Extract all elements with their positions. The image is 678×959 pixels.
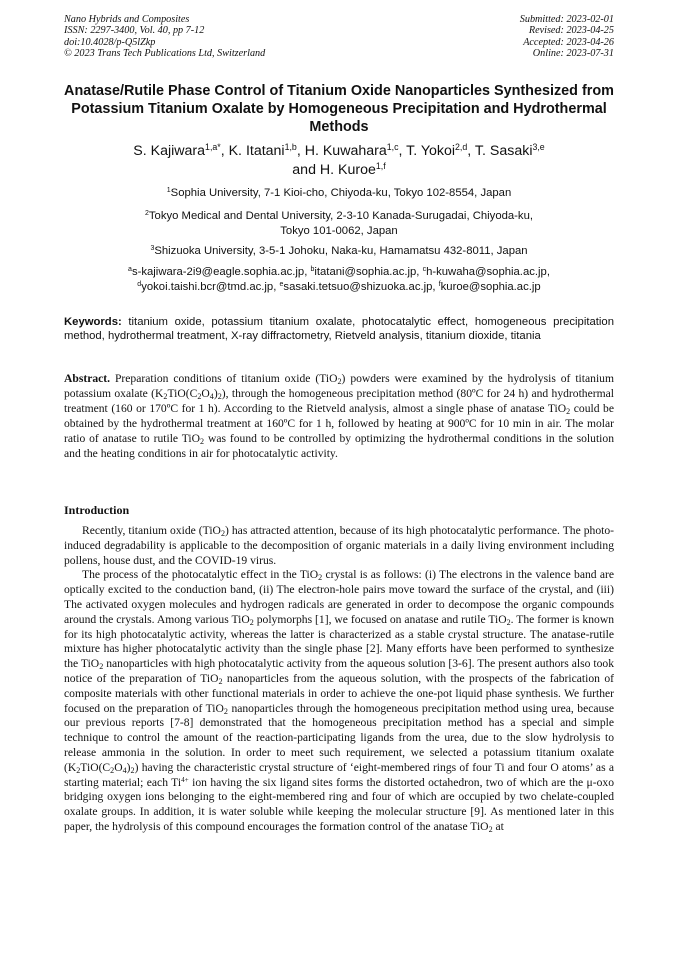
subscript: 2 — [200, 437, 205, 447]
paragraph-text: . The former is known for its high photocatalytic activity, whereas the latter is characterized as a stable crystal structure. The anatase-rutile mixture has higher photocatalytic activity than the single phase [2]. Many efforts have been performed to synthesize the TiO — [64, 612, 614, 671]
revised-date: Revised: 2023-04-25 — [528, 25, 614, 37]
paragraph-text: ) having the characteristic crystal structure of ‘eight-membered rings of four Ti and four O atoms’ as a starting material; each Ti — [64, 760, 614, 789]
doi: doi:10.4028/p-Q5lZkp — [64, 36, 156, 48]
abstract-text: Preparation conditions of titanium oxide (TiO — [114, 372, 338, 385]
author-affiliation-mark: 1,f — [375, 161, 386, 172]
email-mark: d — [137, 281, 142, 289]
introduction-heading: Introduction — [64, 503, 130, 517]
abstract-text: ) — [213, 387, 218, 400]
journal-name: Nano Hybrids and Composites — [64, 14, 190, 25]
email-link[interactable]: kuroe@sophia.ac.jp — [440, 281, 541, 293]
subscript: 2 — [249, 617, 254, 627]
issn-volume: ISSN: 2297-3400, Vol. 40, pp 7-12 — [64, 25, 205, 37]
affiliation-number: 3 — [150, 245, 155, 253]
author-affiliation-mark: 2,d — [455, 142, 468, 153]
journal-info — [64, 14, 265, 60]
author: and H. Kuroe — [292, 162, 376, 178]
email-list: $^a$s-kajiwara-2i9@eagle.sophia.ac.jp, $^b$itatani@sophia.ac.jp, $^c$h-kuwaha@sophia.ac.jp, $^d$yokoi.taishi.bcr@tmd.ac.jp, $^e$sasaki.tetsuo@shizuoka.ac.jp, $^f$kuroe@sophia.ac.jp — [128, 266, 550, 293]
email-mark: b — [310, 266, 315, 274]
subscript: 4 — [209, 392, 214, 402]
paragraph-text: nanoparticles with high photocatalytic activity from the aqueous solution [3-6]. The present authors also took notice of the preparation of TiO — [64, 657, 614, 685]
affiliation-number: 2 — [145, 210, 149, 218]
abstract-label: Abstract. — [64, 372, 111, 385]
publication-dates — [520, 14, 614, 60]
subscript: 2 — [506, 617, 511, 627]
author-separator: , — [220, 143, 229, 159]
subscript: 2 — [566, 407, 571, 417]
email-link[interactable]: s-kajiwara-2i9@eagle.sophia.ac.jp — [131, 266, 305, 278]
subscript: 2 — [220, 529, 225, 539]
paper-title: Anatase/Rutile Phase Control of Titanium Oxide Nanoparticles Synthesized from Potassium Titanium Oxalate by Homogeneous Precipitation and Hydrothermal Methods — [64, 83, 614, 136]
subscript: 2 — [218, 676, 223, 686]
paragraph-text: crystal is as follows: (i) The electrons in the valence band are optically excited to the conduction band, (ii) The electron-hole pairs move toward the surface of the crystal, and (iii) The activated oxygen molecules and hydrogen radicals are generated in order to decompose the organic compounds around the crystals. Among various TiO — [64, 568, 615, 626]
affiliation-3 — [60, 244, 618, 259]
affiliation-text: Sophia University, 7-1 Kioi-cho, Chiyoda-ku, Tokyo 102-8554, Japan — [170, 187, 512, 199]
online-date: Online: 2023-07-31 — [532, 48, 614, 60]
paragraph-text: The process of the photocatalytic effect in the TiO — [82, 568, 319, 582]
subscript: 2 — [223, 706, 228, 716]
paragraph — [64, 568, 614, 834]
email-mark: c — [422, 266, 427, 274]
affiliation-text: Shizuoka University, 3-5-1 Johoku, Naka-ku, Hamamatsu 432-8011, Japan — [154, 245, 528, 257]
affiliation-number: 1 — [166, 187, 171, 195]
introduction-body — [64, 524, 614, 835]
paragraph — [64, 524, 614, 568]
author-affiliation-mark: 1,c — [386, 142, 399, 153]
email-mark: f — [438, 281, 441, 289]
keywords-label: Keywords: — [64, 316, 122, 328]
paragraph-text: ion having the six ligand sites forms the distorted octahedron, two of which are the μ-oxo bridging oxygen ions belonging to the eight-membered ring and four of which are occupied by two chelate-coupled oxalate groups. In addition, it is water soluble while keeping the molecular structure [9]. As mentioned later in this paper, the hydrolysis of this compound encourages the formation control of the anatase TiO — [64, 775, 614, 833]
author-list — [48, 142, 630, 180]
paragraph-text: nanoparticles from the aqueous solution, with the prospects of the fabrication of composite materials with other functional materials in order to achieve the one-pot liquid phase synthesis. We further focused on the preparation of TiO — [64, 671, 614, 715]
affiliation-text-line2: Tokyo 101-0062, Japan — [280, 225, 398, 237]
superscript: 4+ — [181, 775, 189, 784]
abstract-text: was found to be controlled by optimizing the hydrothermal conditions in the solution and the heating conditions in air for photocatalytic activity. — [64, 432, 614, 460]
email-mark: e — [279, 281, 284, 289]
subscript: 4 — [122, 765, 127, 775]
affiliation-2 — [60, 209, 618, 239]
author-separator: , — [467, 143, 475, 159]
keywords-text: titanium oxide, potassium titanium oxalate, photocatalytic effect, homogeneous precipitation method, hydrothermal treatment, X-ray diffractometry, Rietveld analysis, titanium dioxide, titania — [64, 316, 614, 343]
paragraph-text: O — [114, 760, 123, 774]
subscript: 2 — [318, 573, 323, 583]
email-link[interactable]: yokoi.taishi.bcr@tmd.ac.jp — [141, 281, 274, 293]
author: T. Sasaki — [474, 143, 533, 159]
paragraph-text: nanoparticles through the homogeneous precipitation method using urea, because our previous reports [7-8] demonstrated that the homogeneous precipitation method has a special and simple technique to control the amount of the reaction-participating ligands from the urea, due to the slow hydrolysis to release ammonia in the solution. In order to meet such requirement, we selected a potassium titanium oxalate (K — [64, 701, 614, 774]
author: H. Kuwahara — [304, 143, 387, 159]
subscript: 2 — [99, 662, 104, 672]
email-link[interactable]: h-kuwaha@sophia.ac.jp — [426, 266, 547, 278]
paragraph-text: polymorphs [1], we focused on anatase and rutile TiO — [253, 612, 507, 626]
paragraph-text: ) — [126, 760, 131, 774]
abstract-text: could be obtained by the hydrothermal treatment at 160ºC for 1 h, followed by heating at 900ºC for 10 min in air. The molar ratio of anatase to rutile TiO — [64, 402, 615, 445]
paragraph-text: TiO(C — [80, 760, 111, 774]
subscript: 2 — [217, 392, 222, 402]
keywords — [64, 315, 614, 343]
abstract — [64, 371, 614, 461]
abstract-text: O — [201, 387, 210, 400]
email-link[interactable]: itatani@sophia.ac.jp — [314, 266, 417, 278]
subscript: 2 — [110, 765, 115, 775]
abstract-text: TiO(C — [167, 387, 198, 400]
copyright: © 2023 Trans Tech Publications Ltd, Switzerland — [64, 48, 266, 60]
author-affiliation-mark: 3,e — [532, 142, 545, 153]
email-mark: a — [128, 266, 132, 274]
subscript: 2 — [130, 765, 135, 775]
author: S. Kajiwara — [133, 143, 206, 159]
subscript: 2 — [337, 377, 342, 387]
submitted-date: Submitted: 2023-02-01 — [519, 14, 614, 25]
author: K. Itatani — [228, 143, 285, 159]
email-link[interactable]: sasaki.tetsuo@shizuoka.ac.jp — [283, 281, 433, 293]
subscript: 2 — [197, 392, 202, 402]
subscript: 2 — [163, 392, 168, 402]
author-affiliation-mark: 1,b — [284, 142, 297, 153]
paragraph-text: ) has attracted attention, because of its high photocatalytic performance. The photo-induced degradability is applicable to the decomposition of organic materials in a daily living environment including pollens, house dust, and the COVID-19 virus. — [64, 524, 615, 567]
paragraph-text: at — [492, 819, 504, 833]
subscript: 2 — [488, 824, 493, 834]
abstract-text: ), through the homogeneous precipitation method (80ºC for 24 h) and hydrothermal treatment (160 or 170ºC for 1 h). According to the Rietveld analysis, almost a single phase of anatase TiO — [64, 387, 614, 415]
author-separator: , — [398, 143, 407, 159]
affiliation-1 — [60, 186, 618, 201]
accepted-date: Accepted: 2023-04-26 — [523, 36, 614, 48]
author-separator: , — [296, 143, 305, 159]
paragraph-text: Recently, titanium oxide (TiO — [82, 524, 221, 537]
affiliation-text: Tokyo Medical and Dental University, 2-3-10 Kanada-Surugadai, Chiyoda-ku, — [148, 210, 533, 222]
author: T. Yokoi — [406, 143, 456, 159]
abstract-text: ) powders were examined by the hydrolysis of titanium potassium oxalate (K — [64, 372, 614, 400]
subscript: 2 — [76, 765, 81, 775]
author-affiliation-mark: 1,a* — [205, 142, 221, 153]
